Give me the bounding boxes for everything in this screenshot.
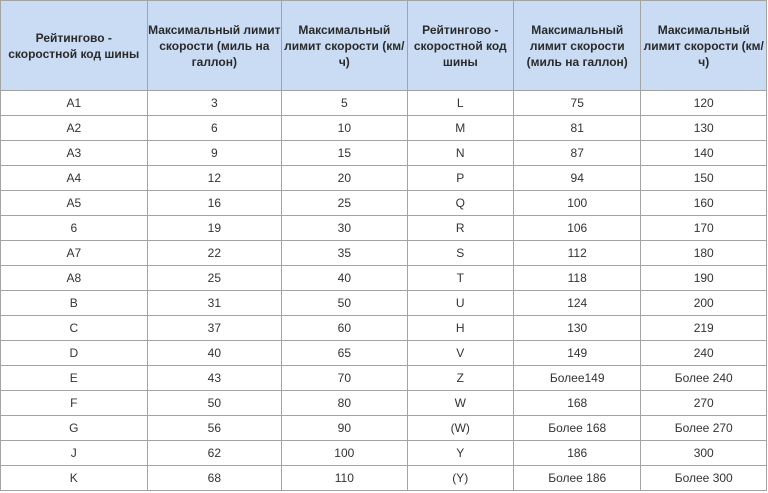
cell-speed-code-2: Q	[407, 191, 513, 216]
cell-speed-code-2: M	[407, 116, 513, 141]
cell-max-speed-mph: 25	[147, 266, 282, 291]
cell-max-speed-kmh-2: 219	[641, 316, 767, 341]
cell-max-speed-kmh: 70	[282, 366, 407, 391]
header-max-speed-kmh: Максимальный лимит скорости (км/ч)	[282, 1, 407, 91]
table-body	[1, 91, 767, 491]
cell-max-speed-mph-2: 149	[513, 341, 640, 366]
cell-max-speed-mph: 37	[147, 316, 282, 341]
cell-speed-code-2: Z	[407, 366, 513, 391]
cell-max-speed-mph-2: 106	[513, 216, 640, 241]
cell-max-speed-kmh: 15	[282, 141, 407, 166]
cell-max-speed-kmh-2: 200	[641, 291, 767, 316]
cell-max-speed-kmh: 110	[282, 466, 407, 491]
cell-speed-code-2: T	[407, 266, 513, 291]
cell-max-speed-mph: 50	[147, 391, 282, 416]
table-row	[1, 416, 767, 441]
cell-speed-code: G	[1, 416, 148, 441]
table-row	[1, 466, 767, 491]
cell-max-speed-kmh-2: Более 240	[641, 366, 767, 391]
cell-max-speed-mph: 40	[147, 341, 282, 366]
header-max-speed-kmh-2: Максимальный лимит скорости (км/ч)	[641, 1, 767, 91]
cell-max-speed-mph-2: Более149	[513, 366, 640, 391]
table-row	[1, 116, 767, 141]
cell-max-speed-kmh-2: 300	[641, 441, 767, 466]
cell-speed-code: C	[1, 316, 148, 341]
cell-speed-code: F	[1, 391, 148, 416]
cell-max-speed-kmh: 25	[282, 191, 407, 216]
cell-max-speed-kmh: 5	[282, 91, 407, 116]
table-row	[1, 291, 767, 316]
cell-max-speed-kmh-2: Более 300	[641, 466, 767, 491]
header-max-speed-mph-2: Максимальный лимит скорости (миль на галлон)	[513, 1, 640, 91]
cell-speed-code: A4	[1, 166, 148, 191]
table-header	[1, 1, 767, 91]
table-row	[1, 441, 767, 466]
header-speed-code-2: Рейтингово - скоростной код шины	[407, 1, 513, 91]
cell-max-speed-kmh: 100	[282, 441, 407, 466]
cell-speed-code-2: H	[407, 316, 513, 341]
header-row	[1, 1, 767, 91]
cell-speed-code: A8	[1, 266, 148, 291]
cell-max-speed-kmh: 60	[282, 316, 407, 341]
cell-speed-code: A7	[1, 241, 148, 266]
cell-speed-code-2: U	[407, 291, 513, 316]
cell-max-speed-kmh-2: 190	[641, 266, 767, 291]
cell-max-speed-mph: 43	[147, 366, 282, 391]
cell-speed-code: K	[1, 466, 148, 491]
cell-max-speed-kmh: 80	[282, 391, 407, 416]
cell-speed-code-2: V	[407, 341, 513, 366]
cell-max-speed-mph: 22	[147, 241, 282, 266]
cell-max-speed-kmh: 40	[282, 266, 407, 291]
cell-speed-code: 6	[1, 216, 148, 241]
cell-max-speed-mph-2: 94	[513, 166, 640, 191]
cell-max-speed-mph: 31	[147, 291, 282, 316]
table-row	[1, 141, 767, 166]
cell-max-speed-mph-2: Более 186	[513, 466, 640, 491]
table-row	[1, 366, 767, 391]
cell-max-speed-kmh-2: 160	[641, 191, 767, 216]
cell-max-speed-mph-2: 100	[513, 191, 640, 216]
cell-max-speed-mph-2: 81	[513, 116, 640, 141]
table-row	[1, 341, 767, 366]
cell-max-speed-mph: 12	[147, 166, 282, 191]
cell-speed-code-2: R	[407, 216, 513, 241]
cell-speed-code-2: N	[407, 141, 513, 166]
cell-max-speed-kmh-2: 140	[641, 141, 767, 166]
table-row	[1, 391, 767, 416]
cell-max-speed-mph: 9	[147, 141, 282, 166]
cell-max-speed-mph-2: 118	[513, 266, 640, 291]
header-speed-code: Рейтингово - скоростной код шины	[1, 1, 148, 91]
cell-max-speed-mph: 16	[147, 191, 282, 216]
cell-speed-code-2: S	[407, 241, 513, 266]
cell-max-speed-mph: 56	[147, 416, 282, 441]
cell-max-speed-kmh: 30	[282, 216, 407, 241]
cell-max-speed-kmh-2: 130	[641, 116, 767, 141]
cell-max-speed-mph-2: 124	[513, 291, 640, 316]
table-row	[1, 266, 767, 291]
cell-speed-code-2: (Y)	[407, 466, 513, 491]
table-row	[1, 166, 767, 191]
cell-max-speed-mph: 6	[147, 116, 282, 141]
cell-max-speed-kmh-2: Более 270	[641, 416, 767, 441]
cell-max-speed-mph-2: 186	[513, 441, 640, 466]
cell-speed-code: A5	[1, 191, 148, 216]
cell-speed-code-2: P	[407, 166, 513, 191]
cell-max-speed-kmh-2: 150	[641, 166, 767, 191]
header-max-speed-mph: Максимальный лимит скорости (миль на галлон)	[147, 1, 282, 91]
cell-speed-code: D	[1, 341, 148, 366]
cell-speed-code-2: L	[407, 91, 513, 116]
table-row	[1, 241, 767, 266]
cell-speed-code: A3	[1, 141, 148, 166]
cell-speed-code: E	[1, 366, 148, 391]
table-row	[1, 191, 767, 216]
cell-max-speed-kmh: 35	[282, 241, 407, 266]
table-row	[1, 316, 767, 341]
cell-max-speed-kmh-2: 270	[641, 391, 767, 416]
table-row	[1, 216, 767, 241]
table-row	[1, 91, 767, 116]
cell-max-speed-kmh-2: 240	[641, 341, 767, 366]
cell-max-speed-mph: 19	[147, 216, 282, 241]
cell-max-speed-mph-2: 130	[513, 316, 640, 341]
cell-speed-code-2: Y	[407, 441, 513, 466]
cell-max-speed-mph: 62	[147, 441, 282, 466]
cell-max-speed-mph-2: 87	[513, 141, 640, 166]
cell-max-speed-mph-2: 112	[513, 241, 640, 266]
cell-speed-code-2: W	[407, 391, 513, 416]
cell-max-speed-kmh-2: 170	[641, 216, 767, 241]
cell-speed-code: B	[1, 291, 148, 316]
cell-max-speed-kmh-2: 180	[641, 241, 767, 266]
cell-speed-code-2: (W)	[407, 416, 513, 441]
cell-max-speed-kmh-2: 120	[641, 91, 767, 116]
cell-max-speed-kmh: 65	[282, 341, 407, 366]
cell-max-speed-kmh: 20	[282, 166, 407, 191]
cell-max-speed-mph-2: 75	[513, 91, 640, 116]
cell-max-speed-mph-2: Более 168	[513, 416, 640, 441]
cell-speed-code: A1	[1, 91, 148, 116]
cell-speed-code: A2	[1, 116, 148, 141]
cell-speed-code: J	[1, 441, 148, 466]
cell-max-speed-mph: 3	[147, 91, 282, 116]
cell-max-speed-kmh: 90	[282, 416, 407, 441]
cell-max-speed-mph-2: 168	[513, 391, 640, 416]
cell-max-speed-kmh: 50	[282, 291, 407, 316]
cell-max-speed-mph: 68	[147, 466, 282, 491]
cell-max-speed-kmh: 10	[282, 116, 407, 141]
